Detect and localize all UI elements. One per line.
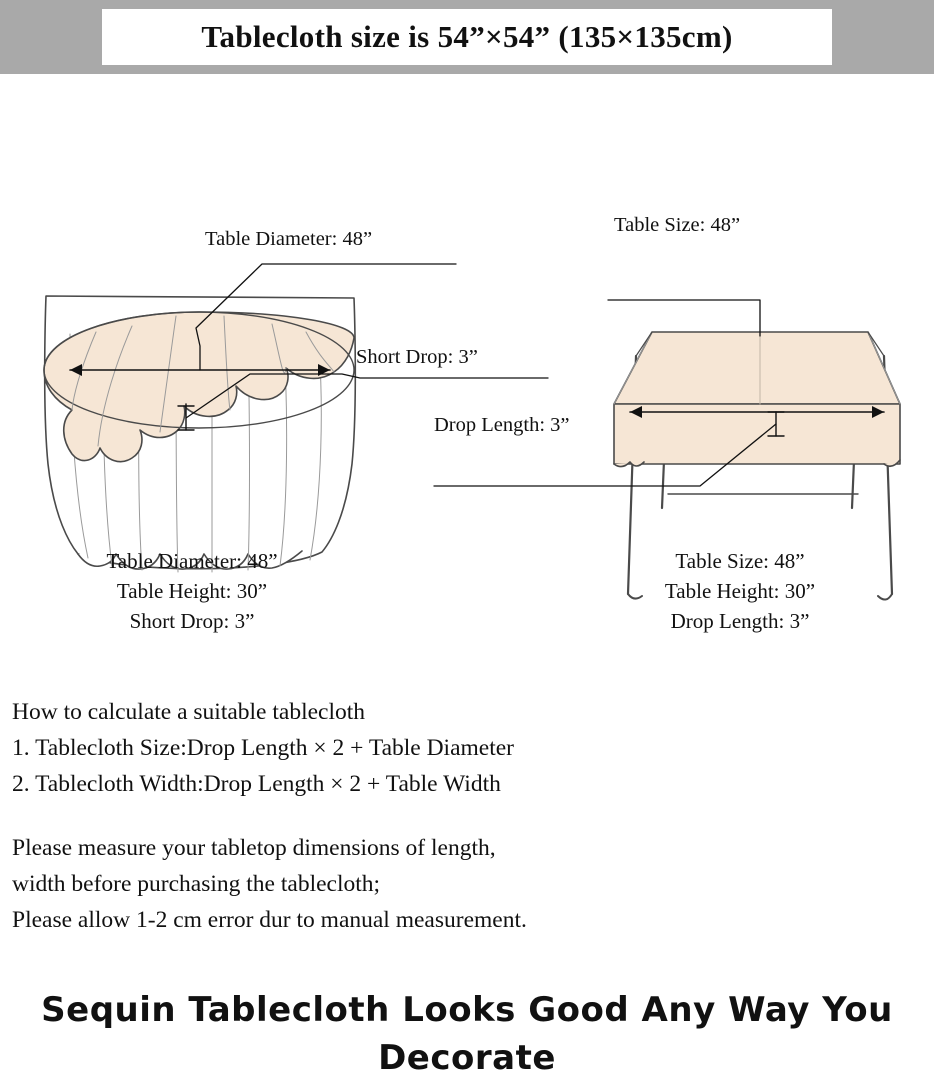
diagram-area [0,74,934,654]
round-caption-line-2: Table Height: 30” [116,579,268,603]
paragraph-spacer [12,802,912,830]
instructions-note-1: Please measure your tabletop dimensions of length, [12,835,496,861]
callout-drop-length: Drop Length: 3” [434,414,570,436]
round-caption-line-3: Short Drop: 3” [129,609,255,633]
instructions-note-2: width before purchasing the tablecloth; [12,871,381,897]
instructions-heading: How to calculate a suitable tablecloth [12,699,366,725]
rect-caption-line-2: Table Height: 30” [664,579,816,603]
page-title: Tablecloth size is 54”×54” (135×135cm) [201,19,733,54]
instructions-note-3: Please allow 1-2 cm error dur to manual measurement. [12,907,527,933]
footer-slogan-line-1: Sequin Tablecloth Looks Good Any Way You [41,990,893,1030]
rect-caption-line-1: Table Size: 48” [675,549,805,573]
footer-slogan [0,986,934,1082]
round-caption-line-1: Table Diameter: 48” [106,549,278,573]
callout-table-diameter: Table Diameter: 48” [205,228,373,250]
callout-table-size: Table Size: 48” [614,214,741,236]
header-banner-inner [102,9,832,65]
rect-caption-line-3: Drop Length: 3” [670,609,810,633]
round-table-caption [12,546,372,636]
instructions-step-2: 2. Tablecloth Width:Drop Length × 2 + Table Width [12,771,501,797]
rectangular-table-caption [560,546,920,636]
footer-slogan-line-2: Decorate [378,1038,556,1078]
header-banner [0,0,934,74]
instructions-step-1: 1. Tablecloth Size:Drop Length × 2 + Table Diameter [12,735,515,761]
instructions-block [12,694,912,938]
callout-short-drop: Short Drop: 3” [356,346,478,368]
